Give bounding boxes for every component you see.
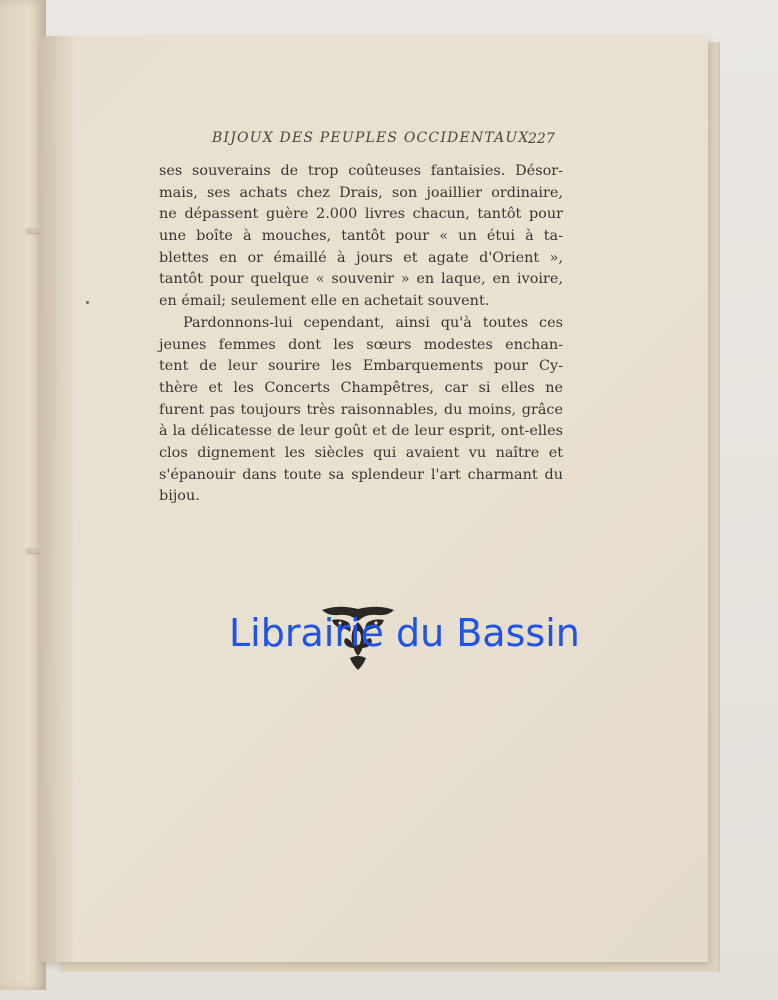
text-line: une boîte à mouches, tantôt pour « un étui à ta- — [159, 228, 563, 245]
text-line: Pardonnons-lui cependant, ainsi qu'à toutes ces — [183, 314, 563, 331]
paper-speck — [86, 301, 89, 304]
text-line: thère et les Concerts Champêtres, car si elles ne — [159, 379, 563, 396]
text-line: clos dignement les siècles qui avaient vu naître et — [159, 444, 563, 461]
watermark: Librairie du Bassin — [229, 611, 580, 655]
page-number: 227 — [528, 131, 555, 147]
text-line: à la délicatesse de leur goût et de leur esprit, ont-elles — [159, 423, 563, 440]
text-line: jeunes femmes dont les sœurs modestes enchan- — [159, 336, 563, 353]
gutter-shadow — [40, 36, 76, 962]
text-line: furent pas toujours très raisonnables, du moins, grâce — [159, 401, 563, 418]
text-line: bijou. — [159, 488, 200, 505]
text-line: ses souverains de trop coûteuses fantaisies. Désor- — [159, 163, 563, 179]
text-line: tantôt pour quelque « souvenir » en laque, en ivoire, — [159, 271, 563, 288]
text-line: blettes en or émaillé à jours et agate d'Orient », — [159, 249, 563, 266]
text-line: en émail; seulement elle en achetait souvent. — [159, 293, 490, 310]
text-line: tent de leur sourire les Embarquements pour Cy- — [159, 358, 563, 375]
body-text — [159, 161, 563, 508]
text-line: ne dépassent guère 2.000 livres chacun, tantôt pour — [159, 206, 563, 223]
text-line: mais, ses achats chez Drais, son joaillier ordinaire, — [159, 184, 563, 201]
running-head: BIJOUX DES PEUPLES OCCIDENTAUX — [212, 130, 530, 146]
text-line: s'épanouir dans toute sa splendeur l'art charmant du — [159, 466, 563, 483]
